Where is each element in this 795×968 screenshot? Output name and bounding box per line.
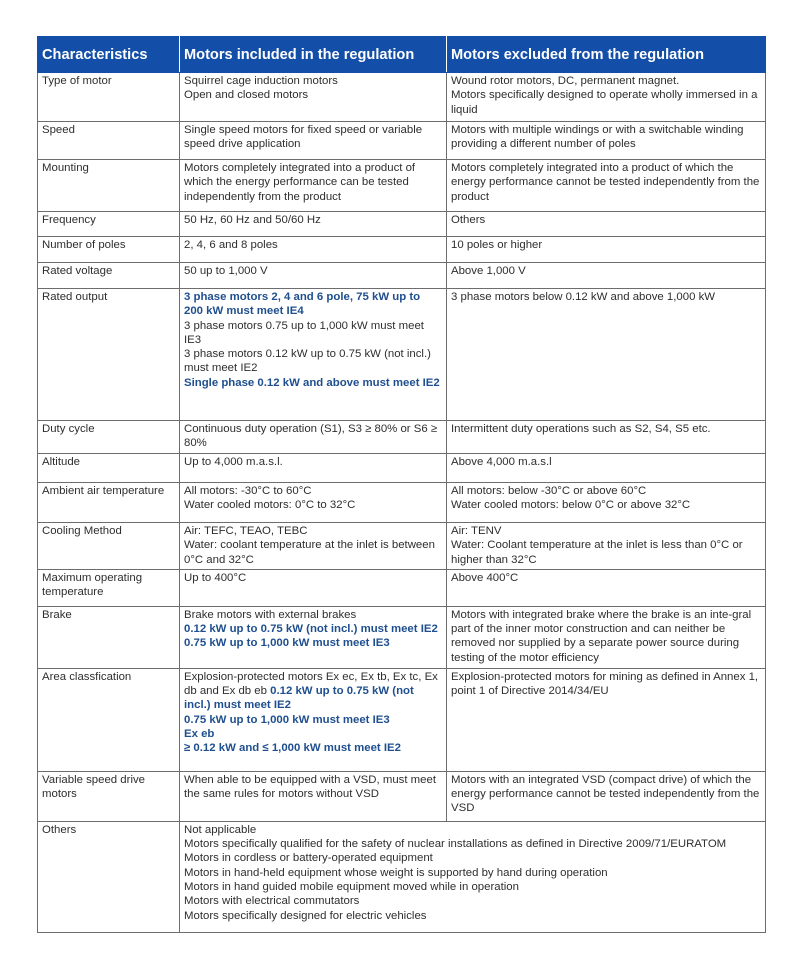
excluded-cell bbox=[447, 523, 766, 570]
cell-line: Single speed motors for fixed speed or variable speed drive application bbox=[184, 124, 423, 151]
row-characteristic: Altitude bbox=[38, 454, 180, 483]
others-line: Motors in hand guided mobile equipment moved while in operation bbox=[184, 881, 519, 894]
cell-line: All motors: -30°C to 60°C bbox=[184, 485, 312, 497]
cell-line: All motors: below -30°C or above 60°C bbox=[451, 485, 647, 497]
cell-line: 3 phase motors below 0.12 kW and above 1,000 kW bbox=[451, 291, 716, 303]
row-characteristic: Type of motor bbox=[38, 73, 180, 122]
excluded-cell bbox=[447, 606, 766, 668]
row-characteristic: Brake bbox=[38, 606, 180, 668]
excluded-cell bbox=[447, 483, 766, 523]
table-row bbox=[38, 421, 766, 454]
others-line: Not applicable bbox=[184, 823, 257, 836]
highlighted-requirement: Ex eb bbox=[184, 728, 215, 741]
cell-line: Explosion-protected motors for mining as defined in Annex 1, point 1 of Directive 2014/34/EU bbox=[451, 670, 759, 698]
cell-line: Open and closed motors bbox=[184, 89, 309, 102]
excluded-cell bbox=[447, 263, 766, 289]
cell-line: Others bbox=[451, 214, 486, 226]
cell-line: Squirrel cage induction motors bbox=[184, 75, 338, 87]
header-row bbox=[38, 37, 766, 73]
row-characteristic: Maximum operating temperature bbox=[38, 569, 180, 606]
highlighted-requirement: Single phase 0.12 kW and above must meet IE2 bbox=[184, 376, 440, 389]
cell-line: Motors specifically designed to operate wholly immersed in a liquid bbox=[451, 89, 758, 116]
cell-line: 10 poles or higher bbox=[451, 239, 543, 251]
table-row bbox=[38, 160, 766, 212]
included-cell bbox=[180, 263, 447, 289]
excluded-cell bbox=[447, 73, 766, 122]
cell-line: Intermittent duty operations such as S2, S4, S5 etc. bbox=[451, 423, 711, 435]
cell-line: Brake motors with external brakes bbox=[184, 608, 357, 621]
included-cell bbox=[180, 212, 447, 237]
cell-line: Motors completely integrated into a product of which the energy performance can be tested independently from the product bbox=[184, 162, 416, 203]
table-row bbox=[38, 569, 766, 606]
others-line: Motors in cordless or battery-operated equipment bbox=[184, 852, 433, 865]
row-characteristic: Rated voltage bbox=[38, 263, 180, 289]
included-cell bbox=[180, 160, 447, 212]
cell-line: 3 phase motors 0.12 kW up to 0.75 kW (not incl.) must meet IE2 bbox=[184, 348, 431, 375]
cell-line: Motors completely integrated into a product of which the energy performance cannot be tested independently from the product bbox=[451, 162, 760, 203]
row-characteristic: Area classfication bbox=[38, 668, 180, 771]
cell-line: Air: TEFC, TEAO, TEBC bbox=[184, 525, 308, 537]
table-row bbox=[38, 263, 766, 289]
row-characteristic: Variable speed drive motors bbox=[38, 771, 180, 821]
included-cell bbox=[180, 569, 447, 606]
cell-line: Above 400°C bbox=[451, 571, 519, 584]
others-cell bbox=[180, 821, 766, 932]
highlighted-requirement: 0.75 kW up to 1,000 kW must meet IE3 bbox=[184, 713, 390, 726]
table-body bbox=[38, 73, 766, 933]
excluded-cell bbox=[447, 122, 766, 160]
highlighted-requirement: 3 phase motors 2, 4 and 6 pole, 75 kW up to 200 kW must meet IE4 bbox=[184, 291, 421, 318]
cell-line: Above 1,000 V bbox=[451, 265, 526, 277]
highlighted-requirement: 0.12 kW up to 0.75 kW (not incl.) must meet IE2 bbox=[184, 623, 438, 636]
cell-line: Water: Coolant temperature at the inlet is less than 0°C or higher than 32°C bbox=[451, 539, 743, 566]
cell-line: 2, 4, 6 and 8 poles bbox=[184, 239, 278, 251]
table-row bbox=[38, 483, 766, 523]
excluded-cell bbox=[447, 421, 766, 454]
others-line: Motors specifically qualified for the safety of nuclear installations as defined in Directive 2009/71/EURATOM bbox=[184, 838, 727, 851]
highlighted-requirement: ≥ 0.12 kW and ≤ 1,000 kW must meet IE2 bbox=[184, 742, 401, 755]
excluded-cell bbox=[447, 212, 766, 237]
others-line: Motors with electrical commutators bbox=[184, 895, 360, 908]
table-row bbox=[38, 212, 766, 237]
table-row-others bbox=[38, 821, 766, 932]
cell-line: Up to 4,000 m.a.s.l. bbox=[184, 456, 283, 468]
excluded-cell bbox=[447, 289, 766, 421]
table-row bbox=[38, 771, 766, 821]
included-cell bbox=[180, 606, 447, 668]
included-cell bbox=[180, 771, 447, 821]
table-row bbox=[38, 289, 766, 421]
row-characteristic: Rated output bbox=[38, 289, 180, 421]
cell-line: 50 up to 1,000 V bbox=[184, 265, 268, 277]
cell-line: Water cooled motors: 0°C to 32°C bbox=[184, 499, 356, 512]
cell-line: When able to be equipped with a VSD, must meet the same rules for motors without VSD bbox=[184, 773, 437, 801]
header-excluded: Motors excluded from the regulation bbox=[447, 37, 766, 73]
others-line: Motors in hand-held equipment whose weight is supported by hand during operation bbox=[184, 866, 608, 879]
regulation-table bbox=[37, 36, 766, 933]
included-cell bbox=[180, 454, 447, 483]
included-cell bbox=[180, 523, 447, 570]
excluded-cell bbox=[447, 237, 766, 263]
cell-line: Wound rotor motors, DC, permanent magnet. bbox=[451, 75, 680, 87]
table-row bbox=[38, 73, 766, 122]
table-row bbox=[38, 237, 766, 263]
cell-line: Air: TENV bbox=[451, 525, 502, 537]
table-row bbox=[38, 122, 766, 160]
table-row bbox=[38, 454, 766, 483]
row-characteristic: Ambient air temperature bbox=[38, 483, 180, 523]
row-characteristic: Duty cycle bbox=[38, 421, 180, 454]
included-cell bbox=[180, 237, 447, 263]
row-characteristic: Frequency bbox=[38, 212, 180, 237]
cell-line: Up to 400°C bbox=[184, 571, 247, 584]
regulation-table-container bbox=[37, 36, 765, 933]
row-characteristic: Mounting bbox=[38, 160, 180, 212]
included-cell bbox=[180, 289, 447, 421]
cell-line: Water: coolant temperature at the inlet is between 0°C and 32°C bbox=[184, 539, 435, 566]
header-included: Motors included in the regulation bbox=[180, 37, 447, 73]
row-characteristic: Cooling Method bbox=[38, 523, 180, 570]
excluded-cell bbox=[447, 160, 766, 212]
table-row bbox=[38, 606, 766, 668]
excluded-cell bbox=[447, 771, 766, 821]
header-characteristics: Characteristics bbox=[38, 37, 180, 73]
cell-line: Motors with integrated brake where the brake is an inte-gral part of the inner motor construction and can neither be removed nor supplied by a separate power source during testing of the motor efficiency bbox=[451, 608, 752, 664]
row-characteristic: Speed bbox=[38, 122, 180, 160]
highlighted-requirement: 0.12 kW up to 0.75 kW (not incl.) must meet IE2 bbox=[184, 685, 414, 712]
cell-line: Continuous duty operation (S1), S3 ≥ 80% or S6 ≥ 80% bbox=[184, 423, 438, 450]
table-row bbox=[38, 523, 766, 570]
row-characteristic: Number of poles bbox=[38, 237, 180, 263]
cell-line: Water cooled motors: below 0°C or above 32°C bbox=[451, 499, 691, 512]
table-row bbox=[38, 668, 766, 771]
included-cell bbox=[180, 483, 447, 523]
excluded-cell bbox=[447, 668, 766, 771]
excluded-cell bbox=[447, 569, 766, 606]
included-cell bbox=[180, 73, 447, 122]
included-cell bbox=[180, 122, 447, 160]
excluded-cell bbox=[447, 454, 766, 483]
included-cell bbox=[180, 668, 447, 771]
cell-line: Motors with multiple windings or with a switchable winding providing a different number of poles bbox=[451, 124, 744, 151]
cell-line: 50 Hz, 60 Hz and 50/60 Hz bbox=[184, 214, 321, 226]
others-line: Motors specifically designed for electric vehicles bbox=[184, 909, 427, 922]
highlighted-requirement: 0.75 kW up to 1,000 kW must meet IE3 bbox=[184, 637, 390, 650]
cell-line: Explosion-protected motors Ex ec, Ex tb, Ex tc, Ex db and Ex db eb bbox=[184, 670, 438, 698]
cell-line: 3 phase motors 0.75 up to 1,000 kW must meet IE3 bbox=[184, 319, 424, 346]
row-characteristic: Others bbox=[38, 821, 180, 932]
included-cell bbox=[180, 421, 447, 454]
cell-line: Motors with an integrated VSD (compact drive) of which the energy performance cannot be tested independently from the VSD bbox=[451, 773, 760, 815]
cell-line: Above 4,000 m.a.s.l bbox=[451, 456, 552, 468]
